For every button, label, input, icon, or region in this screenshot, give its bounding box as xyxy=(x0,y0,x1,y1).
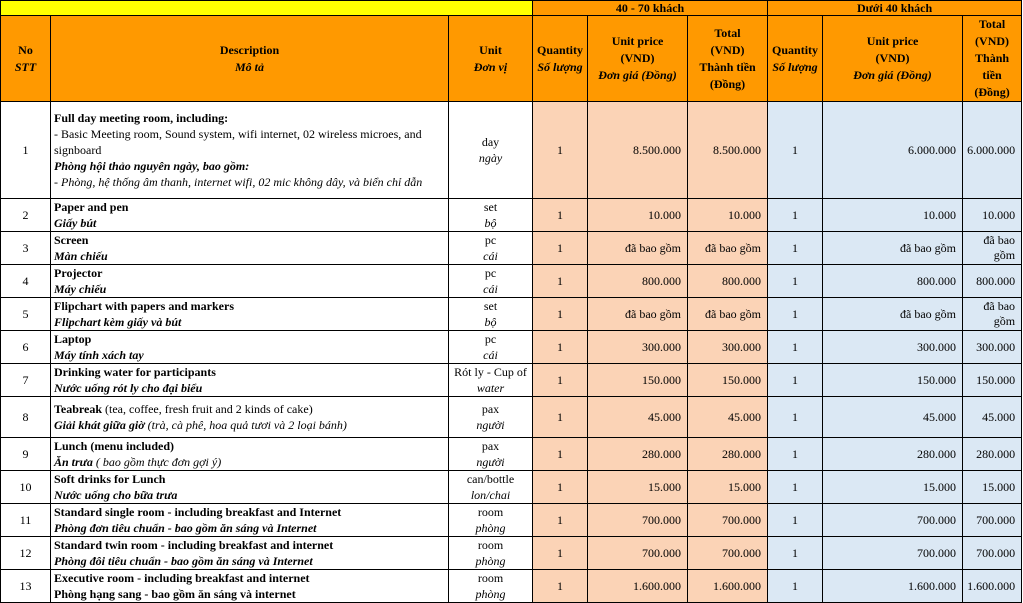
total-under-40: 800.000 xyxy=(963,265,1022,298)
group-header-under-40: Dưới 40 khách xyxy=(768,1,1022,16)
table-row xyxy=(1,471,1022,504)
quantity-40-70: 1 xyxy=(533,331,588,364)
item-detail-en: (tea, coffee, fresh fruit and 2 kinds of cake) xyxy=(102,402,313,416)
total-under-40: 1.600.000 xyxy=(963,570,1022,603)
unit-price-40-70: 700.000 xyxy=(588,504,688,537)
unit-price-40-70: 280.000 xyxy=(588,438,688,471)
total-40-70: 8.500.000 xyxy=(688,102,768,199)
row-number: 4 xyxy=(1,265,51,298)
total-under-40: 10.000 xyxy=(963,199,1022,232)
item-name-en: Drinking water for participants xyxy=(54,365,216,379)
unit-vn: người xyxy=(476,455,505,469)
item-name-en: Laptop xyxy=(54,332,92,346)
quantity-under-40: 1 xyxy=(768,570,823,603)
col-header-total-a: Total (VND) Thành tiền (Đồng) xyxy=(688,16,768,102)
item-unit xyxy=(449,331,533,364)
unit-en: set xyxy=(483,299,498,313)
unit-price-under-40: 45.000 xyxy=(823,397,963,438)
quantity-40-70: 1 xyxy=(533,397,588,438)
col-header-no: No STT xyxy=(1,16,51,102)
table-row xyxy=(1,331,1022,364)
total-under-40: đã bao gồm xyxy=(963,298,1022,331)
unit-en: room xyxy=(477,538,504,552)
unit-price-under-40: 700.000 xyxy=(823,537,963,570)
total-40-70: đã bao gồm xyxy=(688,232,768,265)
unit-price-under-40: 6.000.000 xyxy=(823,102,963,199)
row-number: 3 xyxy=(1,232,51,265)
row-number: 7 xyxy=(1,364,51,397)
table-row xyxy=(1,570,1022,603)
unit-price-40-70: 45.000 xyxy=(588,397,688,438)
total-40-70: 700.000 xyxy=(688,504,768,537)
unit-price-under-40: 15.000 xyxy=(823,471,963,504)
item-description xyxy=(51,265,449,298)
table-row xyxy=(1,232,1022,265)
item-name-en: Standard twin room - including breakfast and internet xyxy=(54,538,334,552)
item-name-en: Full day meeting room, including: xyxy=(54,111,229,125)
item-unit xyxy=(449,537,533,570)
quantity-under-40: 1 xyxy=(768,438,823,471)
unit-vn: người xyxy=(476,418,505,432)
unit-price-under-40: đã bao gồm xyxy=(823,232,963,265)
unit-en: can/bottle xyxy=(466,472,515,486)
item-description xyxy=(51,232,449,265)
quantity-under-40: 1 xyxy=(768,471,823,504)
col-header-unit-price-a: Unit price (VND) Đơn giá (Đồng) xyxy=(588,16,688,102)
item-name-en: Lunch (menu included) xyxy=(54,439,175,453)
item-name-en: Flipchart with papers and markers xyxy=(54,299,234,313)
item-name-vn: Phòng đôi tiêu chuẩn - bao gồm ăn sáng và Internet xyxy=(54,554,313,568)
item-description xyxy=(51,504,449,537)
total-40-70: 700.000 xyxy=(688,537,768,570)
total-40-70: 800.000 xyxy=(688,265,768,298)
row-number: 13 xyxy=(1,570,51,603)
item-unit xyxy=(449,232,533,265)
unit-price-40-70: 800.000 xyxy=(588,265,688,298)
unit-en: pc xyxy=(484,266,497,280)
unit-price-40-70: 1.600.000 xyxy=(588,570,688,603)
item-description xyxy=(51,364,449,397)
unit-price-under-40: 800.000 xyxy=(823,265,963,298)
item-name-vn: Phòng hội thảo nguyên ngày, bao gồm: xyxy=(54,159,250,173)
quantity-40-70: 1 xyxy=(533,199,588,232)
unit-vn: phòng xyxy=(475,521,506,535)
item-name-en: Executive room - including breakfast and internet xyxy=(54,571,310,585)
item-name-en: Projector xyxy=(54,266,103,280)
unit-price-40-70: đã bao gồm xyxy=(588,232,688,265)
unit-en: pax xyxy=(481,439,500,453)
row-number: 1 xyxy=(1,102,51,199)
total-under-40: 45.000 xyxy=(963,397,1022,438)
item-name-en: Paper and pen xyxy=(54,200,129,214)
item-description xyxy=(51,199,449,232)
quantity-under-40: 1 xyxy=(768,298,823,331)
item-name-vn: Màn chiếu xyxy=(54,249,108,263)
item-name-vn: Nước uống cho bữa trưa xyxy=(54,488,178,502)
item-detail-vn: - Phòng, hệ thống âm thanh, internet wifi, 02 mic không dây, và biển chỉ dẫn xyxy=(54,175,423,189)
item-description xyxy=(51,102,449,199)
item-detail-en: - Basic Meeting room, Sound system, wifi internet, 02 wireless microes, and signboard xyxy=(54,127,422,157)
item-unit xyxy=(449,471,533,504)
unit-vn: lon/chai xyxy=(470,488,511,502)
quantity-40-70: 1 xyxy=(533,438,588,471)
unit-vn: bộ xyxy=(484,315,497,329)
quantity-40-70: 1 xyxy=(533,102,588,199)
unit-price-under-40: 1.600.000 xyxy=(823,570,963,603)
table-row xyxy=(1,102,1022,199)
group-header-row xyxy=(1,1,1022,16)
unit-price-under-40: 150.000 xyxy=(823,364,963,397)
total-40-70: 10.000 xyxy=(688,199,768,232)
quantity-40-70: 1 xyxy=(533,232,588,265)
item-name-vn: Ăn trưa xyxy=(54,455,93,469)
quantity-40-70: 1 xyxy=(533,298,588,331)
total-under-40: 6.000.000 xyxy=(963,102,1022,199)
row-number: 11 xyxy=(1,504,51,537)
item-description xyxy=(51,471,449,504)
unit-price-40-70: 15.000 xyxy=(588,471,688,504)
table-row xyxy=(1,265,1022,298)
row-number: 9 xyxy=(1,438,51,471)
item-unit xyxy=(449,199,533,232)
col-header-quantity-a: Quantity Số lượng xyxy=(533,16,588,102)
item-detail-vn: (trà, cà phê, hoa quả tươi và 2 loại bánh) xyxy=(144,418,347,432)
item-name-en: Standard single room - including breakfast and Internet xyxy=(54,505,342,519)
total-under-40: 15.000 xyxy=(963,471,1022,504)
item-description xyxy=(51,397,449,438)
item-unit xyxy=(449,265,533,298)
quantity-under-40: 1 xyxy=(768,199,823,232)
col-header-unit-price-b: Unit price (VND) Đơn giá (Đồng) xyxy=(823,16,963,102)
column-header-row xyxy=(1,16,1022,102)
item-detail-vn: ( bao gồm thực đơn gợi ý) xyxy=(92,455,222,469)
item-name-en: Soft drinks for Lunch xyxy=(54,472,166,486)
table-row xyxy=(1,504,1022,537)
quantity-under-40: 1 xyxy=(768,397,823,438)
item-unit xyxy=(449,438,533,471)
unit-vn: water xyxy=(476,381,505,395)
unit-en: Rót ly - Cup of xyxy=(454,365,527,379)
row-number: 12 xyxy=(1,537,51,570)
quantity-under-40: 1 xyxy=(768,232,823,265)
item-name-vn: Phòng đơn tiêu chuẩn - bao gồm ăn sáng và Internet xyxy=(54,521,317,535)
unit-en: room xyxy=(477,505,504,519)
item-unit xyxy=(449,102,533,199)
quantity-under-40: 1 xyxy=(768,331,823,364)
quantity-40-70: 1 xyxy=(533,537,588,570)
unit-price-40-70: đã bao gồm xyxy=(588,298,688,331)
total-under-40: đã bao gồm xyxy=(963,232,1022,265)
row-number: 10 xyxy=(1,471,51,504)
item-description xyxy=(51,298,449,331)
unit-vn: cái xyxy=(483,282,498,296)
total-under-40: 150.000 xyxy=(963,364,1022,397)
unit-vn: cái xyxy=(483,249,498,263)
item-description xyxy=(51,570,449,603)
item-name-vn: Máy tính xách tay xyxy=(54,348,144,362)
unit-price-under-40: 300.000 xyxy=(823,331,963,364)
total-40-70: đã bao gồm xyxy=(688,298,768,331)
item-description xyxy=(51,537,449,570)
unit-price-40-70: 10.000 xyxy=(588,199,688,232)
item-description xyxy=(51,438,449,471)
total-under-40: 280.000 xyxy=(963,438,1022,471)
group-header-40-70: 40 - 70 khách xyxy=(533,1,768,16)
quantity-under-40: 1 xyxy=(768,364,823,397)
quantity-40-70: 1 xyxy=(533,265,588,298)
total-40-70: 280.000 xyxy=(688,438,768,471)
total-40-70: 45.000 xyxy=(688,397,768,438)
unit-price-40-70: 300.000 xyxy=(588,331,688,364)
unit-price-40-70: 700.000 xyxy=(588,537,688,570)
item-unit xyxy=(449,570,533,603)
unit-price-under-40: 280.000 xyxy=(823,438,963,471)
unit-price-40-70: 150.000 xyxy=(588,364,688,397)
col-header-quantity-b: Quantity Số lượng xyxy=(768,16,823,102)
unit-en: day xyxy=(481,135,500,149)
unit-vn: cái xyxy=(483,348,498,362)
unit-en: room xyxy=(477,571,504,585)
row-number: 8 xyxy=(1,397,51,438)
quantity-40-70: 1 xyxy=(533,364,588,397)
item-unit xyxy=(449,298,533,331)
item-name-vn: Phòng hạng sang - bao gồm ăn sáng và internet xyxy=(54,587,296,601)
total-under-40: 700.000 xyxy=(963,504,1022,537)
unit-vn: phòng xyxy=(475,554,506,568)
quantity-under-40: 1 xyxy=(768,537,823,570)
item-name-vn: Máy chiếu xyxy=(54,282,107,296)
total-under-40: 300.000 xyxy=(963,331,1022,364)
table-row xyxy=(1,364,1022,397)
row-number: 5 xyxy=(1,298,51,331)
item-description xyxy=(51,331,449,364)
item-name-vn: Giải khát giữa giờ xyxy=(54,418,145,432)
total-40-70: 300.000 xyxy=(688,331,768,364)
quantity-40-70: 1 xyxy=(533,570,588,603)
total-40-70: 150.000 xyxy=(688,364,768,397)
table-row xyxy=(1,199,1022,232)
total-40-70: 15.000 xyxy=(688,471,768,504)
item-name-vn: Nước uống rót ly cho đại biểu xyxy=(54,381,203,395)
row-number: 2 xyxy=(1,199,51,232)
unit-price-under-40: 10.000 xyxy=(823,199,963,232)
table-row xyxy=(1,537,1022,570)
total-under-40: 700.000 xyxy=(963,537,1022,570)
table-row xyxy=(1,298,1022,331)
quantity-40-70: 1 xyxy=(533,471,588,504)
unit-price-under-40: 700.000 xyxy=(823,504,963,537)
col-header-total-b: Total (VND) Thành tiền (Đồng) xyxy=(963,16,1022,102)
item-name-vn: Flipchart kèm giấy và bút xyxy=(54,315,182,329)
quantity-under-40: 1 xyxy=(768,102,823,199)
unit-en: set xyxy=(483,200,498,214)
item-name-en: Screen xyxy=(54,233,89,247)
unit-en: pc xyxy=(484,233,497,247)
item-unit xyxy=(449,364,533,397)
total-40-70: 1.600.000 xyxy=(688,570,768,603)
unit-vn: ngày xyxy=(478,151,503,165)
unit-vn: bộ xyxy=(484,216,497,230)
table-row xyxy=(1,438,1022,471)
unit-price-under-40: đã bao gồm xyxy=(823,298,963,331)
unit-price-40-70: 8.500.000 xyxy=(588,102,688,199)
item-unit xyxy=(449,504,533,537)
unit-en: pc xyxy=(484,332,497,346)
quantity-40-70: 1 xyxy=(533,504,588,537)
unit-en: pax xyxy=(481,402,500,416)
table-row xyxy=(1,397,1022,438)
item-unit xyxy=(449,397,533,438)
group-header-blank xyxy=(1,1,533,16)
quantity-under-40: 1 xyxy=(768,504,823,537)
item-name-vn: Giấy bút xyxy=(54,216,97,230)
item-name-en: Teabreak xyxy=(54,402,103,416)
col-header-description: Description Mô tả xyxy=(51,16,449,102)
row-number: 6 xyxy=(1,331,51,364)
col-header-unit: Unit Đơn vị xyxy=(449,16,533,102)
unit-vn: phòng xyxy=(475,587,506,601)
quantity-under-40: 1 xyxy=(768,265,823,298)
